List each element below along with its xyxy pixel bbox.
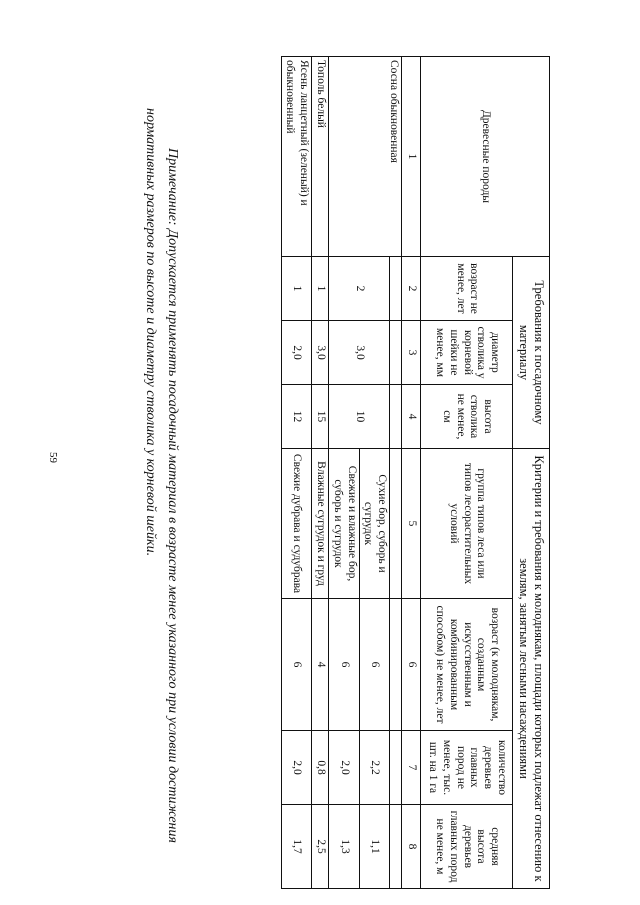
- diameter-cell: 2,0: [281, 321, 312, 385]
- age-cell: [390, 257, 402, 321]
- table-row: [390, 57, 402, 889]
- table-note: Примечание: Допускается применять посадочный материал в возрасте менее указанного при условии достижения нормативных размеров по высоте и диаметру стволика у корневой шейки.: [143, 108, 180, 843]
- diameter-cell: 3,0: [329, 321, 390, 385]
- height-cell: [390, 385, 402, 449]
- tree-count-cell: 2,0: [329, 731, 360, 805]
- requirements-table: [281, 56, 550, 889]
- header-species: Древесные породы: [421, 57, 550, 257]
- column-number: 3: [402, 321, 421, 385]
- young-age-cell: 4: [312, 599, 329, 731]
- forest-type-cell: [390, 449, 402, 599]
- avg-height-cell: 2,5: [312, 805, 329, 889]
- column-number: 8: [402, 805, 421, 889]
- header-group-criteria: Критерии и требования к молоднякам, площади которых подлежат отнесению к землям, занятым лесными насаждениями: [513, 449, 550, 889]
- species-cell: Сосна обыкновенная: [329, 57, 402, 257]
- forest-type-cell: Свежие дубрава и судубрава: [281, 449, 312, 599]
- avg-height-cell: 1,7: [281, 805, 312, 889]
- tree-count-cell: 2,2: [359, 731, 390, 805]
- header-age: возраст не менее, лет: [421, 257, 513, 321]
- column-number: 4: [402, 385, 421, 449]
- forest-type-cell: Влажные сугрудок и груд: [312, 449, 329, 599]
- age-cell: 1: [312, 257, 329, 321]
- age-cell: 1: [281, 257, 312, 321]
- tree-count-cell: [390, 731, 402, 805]
- young-age-cell: [390, 599, 402, 731]
- column-number: 6: [402, 599, 421, 731]
- header-forest-type: группа типов леса или типов лесорастительных условий: [421, 449, 513, 599]
- young-age-cell: 6: [359, 599, 390, 731]
- avg-height-cell: 1,3: [329, 805, 360, 889]
- diameter-cell: [390, 321, 402, 385]
- column-number: 2: [402, 257, 421, 321]
- column-number: 1: [402, 57, 421, 257]
- forest-type-cell: Сухие бор, суборь и сугрудок: [359, 449, 390, 599]
- header-group-planting: Требования к посадочному материалу: [513, 257, 550, 449]
- tree-count-cell: 2,0: [281, 731, 312, 805]
- young-age-cell: 6: [281, 599, 312, 731]
- page-number: 59: [47, 452, 59, 463]
- table-row: [281, 57, 312, 889]
- header-young-age: возраст (к молоднякам, созданным искусственным и комбинированным способом) не менее, лет: [421, 599, 513, 731]
- avg-height-cell: [390, 805, 402, 889]
- avg-height-cell: 1,1: [359, 805, 390, 889]
- header-diameter: диаметр стволика у корневой шейки не менее, мм: [421, 321, 513, 385]
- diameter-cell: 3,0: [312, 321, 329, 385]
- height-cell: 15: [312, 385, 329, 449]
- header-height: высота стволика не менее, см: [421, 385, 513, 449]
- height-cell: 10: [329, 385, 390, 449]
- column-number: 7: [402, 731, 421, 805]
- tree-count-cell: 0,8: [312, 731, 329, 805]
- age-cell: 2: [329, 257, 390, 321]
- header-tree-count: количество деревьев главных пород не менее, тыс. шт. на 1 га: [421, 731, 513, 805]
- header-avg-height: средняя высота деревьев главных пород не менее, м: [421, 805, 513, 889]
- column-number: 5: [402, 449, 421, 599]
- table-row: [312, 57, 329, 889]
- species-cell: Тополь белый: [312, 57, 329, 257]
- young-age-cell: 6: [329, 599, 360, 731]
- column-numbers-row: [402, 57, 421, 889]
- forest-type-cell: Свежие и влажные бор, суборь и сугрудок: [329, 449, 360, 599]
- height-cell: 12: [281, 385, 312, 449]
- species-cell: Ясень ланцетный (зеленый) и обыкновенный: [281, 57, 312, 257]
